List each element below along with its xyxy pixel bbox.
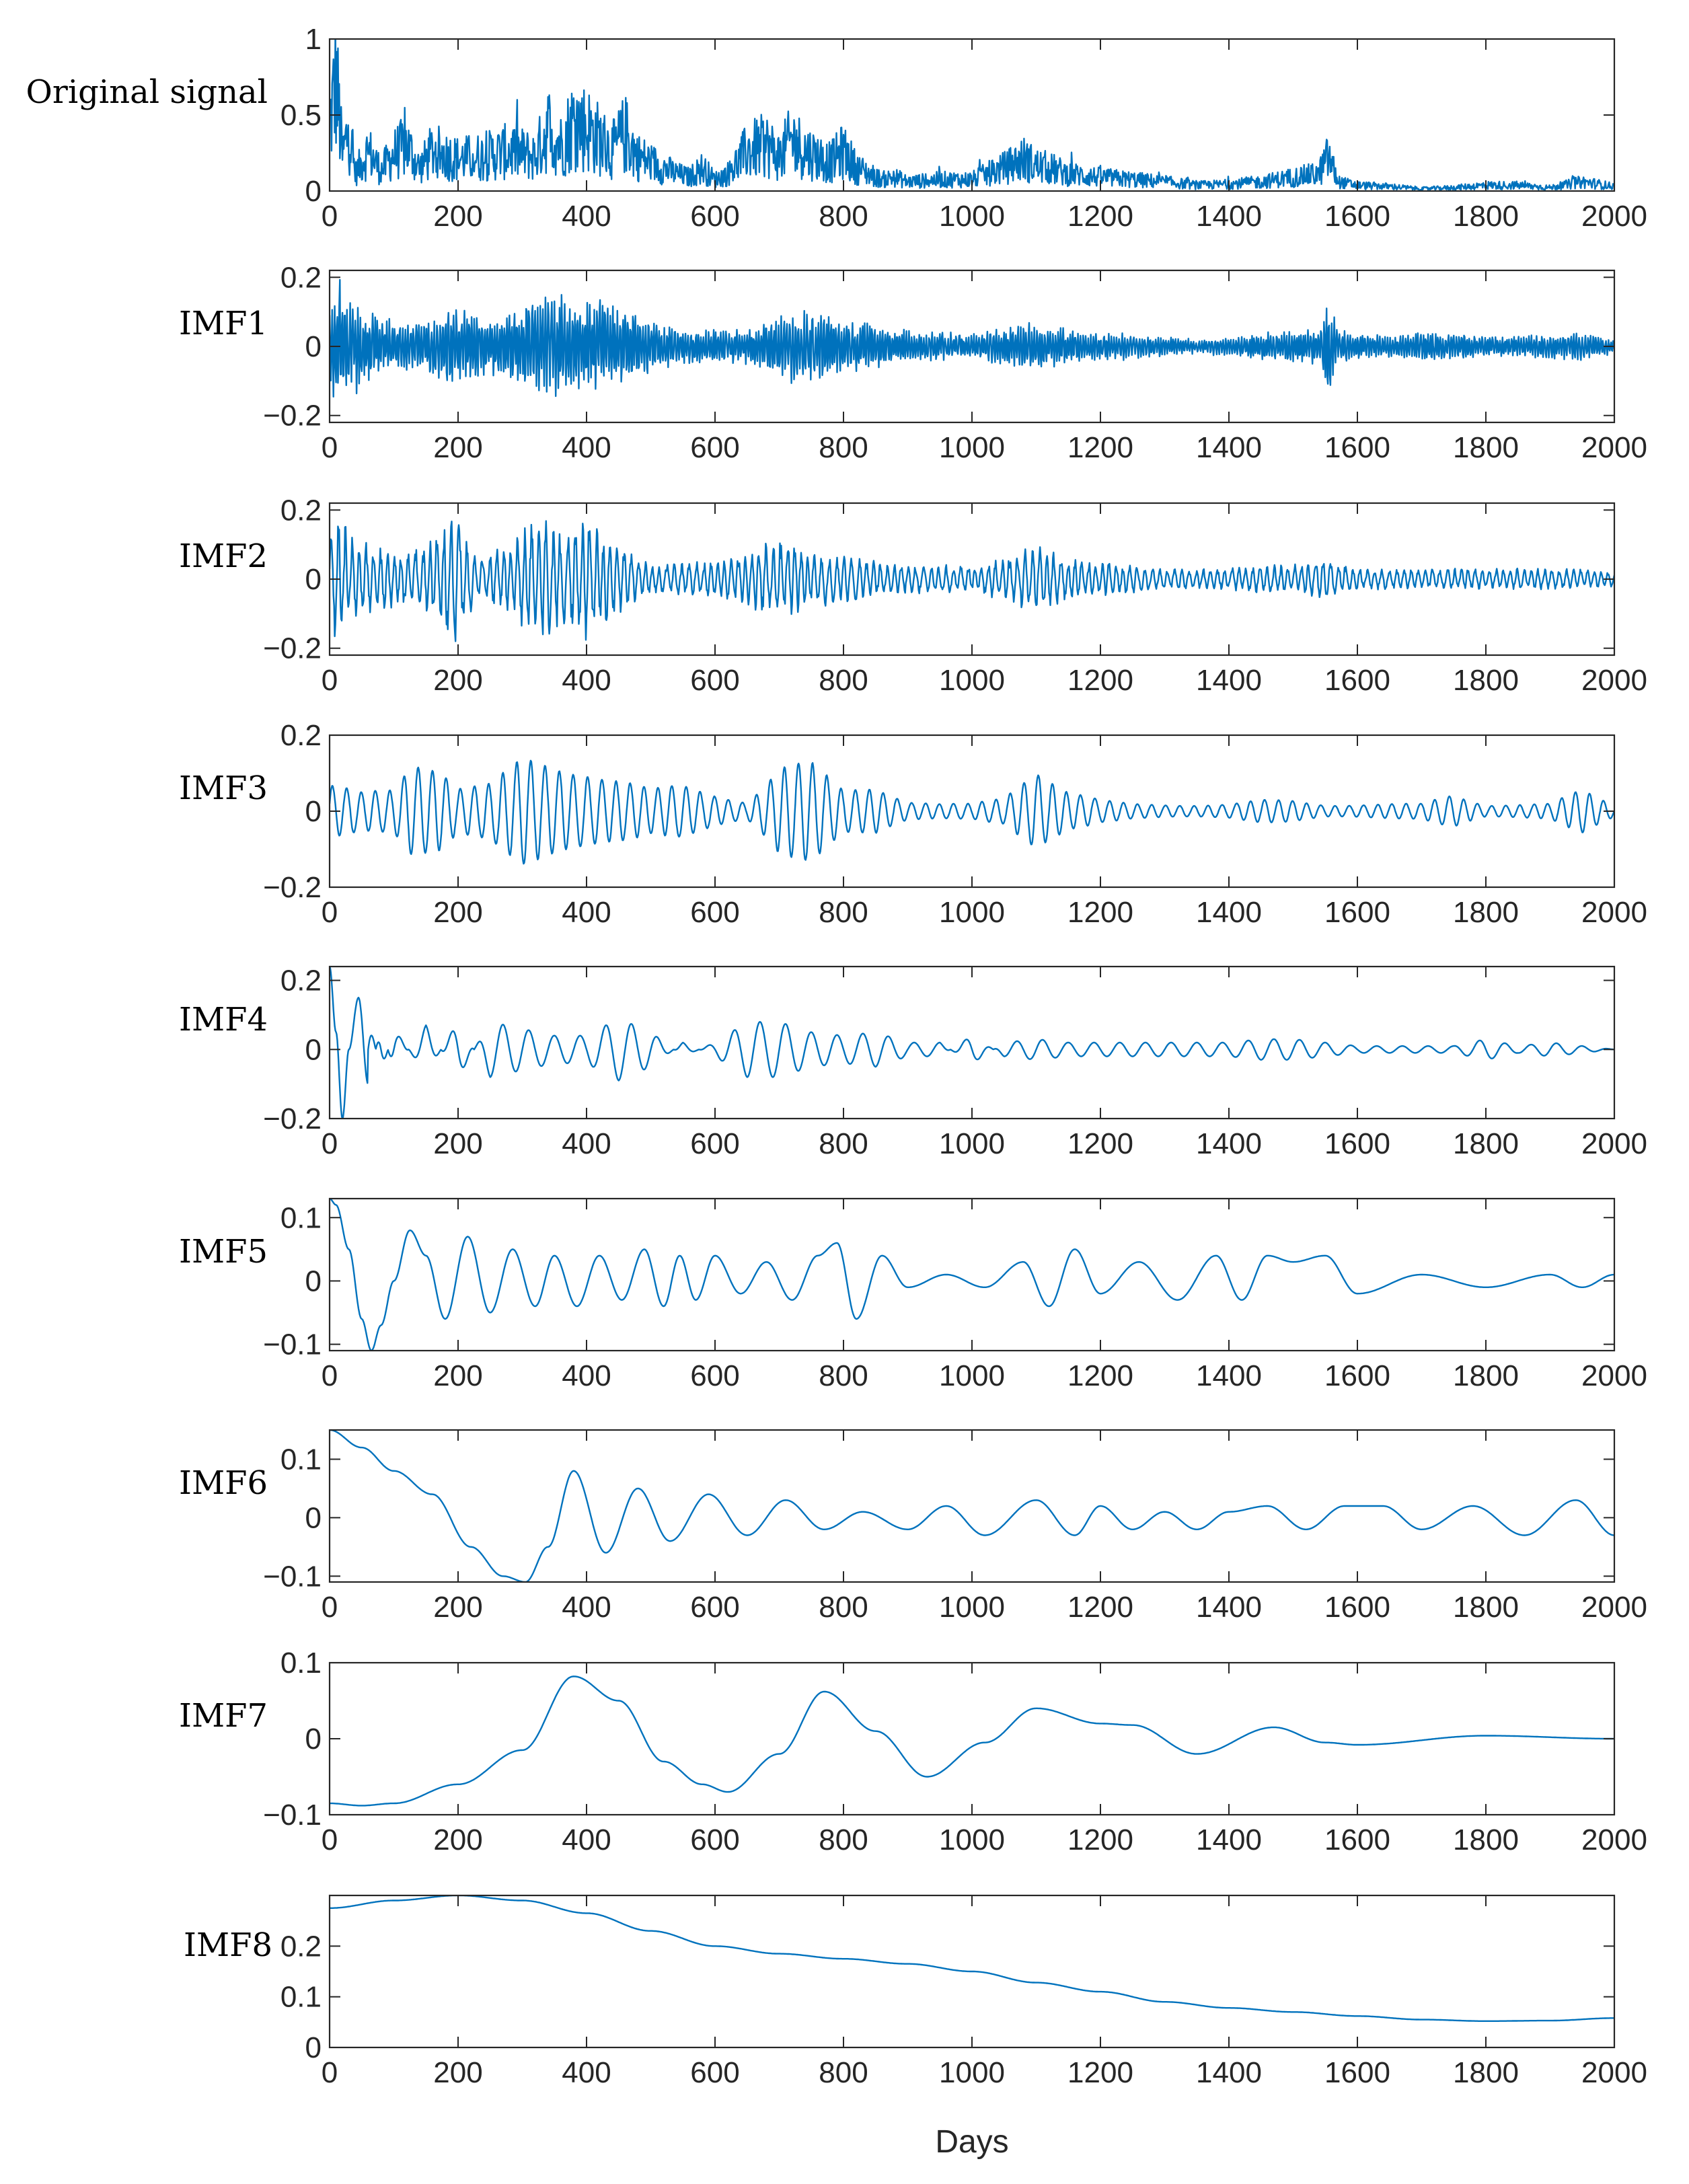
x-tick-label: 0 [321, 200, 338, 233]
y-tick-label: −0.1 [263, 1560, 322, 1593]
x-tick-label: 1400 [1196, 896, 1262, 929]
x-tick-label: 1200 [1067, 1127, 1133, 1160]
y-tick-label: 0 [305, 795, 322, 828]
x-tick-label: 2000 [1581, 431, 1647, 464]
x-tick-label: 1400 [1196, 1591, 1262, 1624]
x-tick-label: 1200 [1067, 664, 1133, 697]
x-tick-label: 1800 [1453, 431, 1519, 464]
y-tick-label: 0.2 [280, 1930, 322, 1963]
x-tick-label: 1600 [1324, 664, 1390, 697]
y-axis-label: Original signal [26, 73, 268, 111]
x-tick-label: 200 [433, 2056, 483, 2089]
x-tick-label: 1400 [1196, 431, 1262, 464]
x-tick-label: 600 [690, 2056, 740, 2089]
x-tick-label: 600 [690, 200, 740, 233]
y-tick-label: 0 [305, 1501, 322, 1535]
x-tick-label: 600 [690, 1823, 740, 1856]
x-tick-label: 1200 [1067, 1823, 1133, 1856]
x-tick-label: 1000 [939, 1359, 1005, 1392]
x-tick-label: 1200 [1067, 2056, 1133, 2089]
y-axis-label: IMF1 [179, 305, 268, 342]
panel-8 [179, 1647, 1647, 1856]
axes-frame [330, 39, 1614, 191]
panel-5 [179, 965, 1647, 1160]
x-tick-label: 1800 [1453, 1823, 1519, 1856]
x-tick-label: 600 [690, 1127, 740, 1160]
x-tick-label: 1000 [939, 1127, 1005, 1160]
series-line-2 [330, 280, 1614, 397]
x-tick-label: 400 [562, 1823, 611, 1856]
x-tick-label: 1400 [1196, 1127, 1262, 1160]
y-tick-label: 0.2 [280, 719, 322, 752]
x-tick-label: 600 [690, 431, 740, 464]
x-tick-label: 2000 [1581, 2056, 1647, 2089]
x-tick-label: 1000 [939, 896, 1005, 929]
x-tick-label: 1600 [1324, 431, 1390, 464]
x-tick-label: 1000 [939, 200, 1005, 233]
x-tick-label: 800 [819, 200, 868, 233]
x-tick-label: 600 [690, 1359, 740, 1392]
panel-1 [26, 23, 1647, 233]
x-tick-label: 800 [819, 1591, 868, 1624]
x-tick-label: 400 [562, 431, 611, 464]
panel-7 [179, 1430, 1647, 1624]
x-tick-label: 1800 [1453, 1359, 1519, 1392]
y-tick-label: −0.2 [263, 632, 322, 665]
series-line-5 [330, 967, 1614, 1119]
x-tick-label: 800 [819, 1359, 868, 1392]
x-tick-label: 200 [433, 1127, 483, 1160]
x-tick-label: 1600 [1324, 200, 1390, 233]
x-tick-label: 0 [321, 664, 338, 697]
x-tick-label: 800 [819, 664, 868, 697]
y-tick-label: 0 [305, 330, 322, 363]
series-line-8 [330, 1676, 1614, 1805]
panel-4 [179, 719, 1647, 929]
x-tick-label: 1400 [1196, 2056, 1262, 2089]
panel-9 [184, 1895, 1647, 2089]
x-tick-label: 200 [433, 664, 483, 697]
x-tick-label: 1400 [1196, 1823, 1262, 1856]
y-tick-label: 0.2 [280, 261, 322, 295]
panel-3 [179, 494, 1647, 697]
x-tick-label: 1800 [1453, 1591, 1519, 1624]
x-tick-label: 400 [562, 896, 611, 929]
series-line-6 [330, 1199, 1614, 1351]
axes-frame [330, 967, 1614, 1119]
x-tick-label: 1000 [939, 2056, 1005, 2089]
axes-frame [330, 1663, 1614, 1815]
x-tick-label: 800 [819, 1823, 868, 1856]
x-tick-label: 1600 [1324, 1591, 1390, 1624]
series-line-1 [330, 26, 1614, 190]
x-tick-label: 0 [321, 1127, 338, 1160]
series-line-4 [330, 761, 1614, 864]
x-tick-label: 600 [690, 664, 740, 697]
x-tick-label: 800 [819, 896, 868, 929]
x-tick-label: 400 [562, 1127, 611, 1160]
y-tick-label: −0.2 [263, 871, 322, 904]
axes-frame [330, 1430, 1614, 1582]
y-tick-label: 0.1 [280, 1443, 322, 1476]
x-tick-label: 1400 [1196, 200, 1262, 233]
x-tick-label: 800 [819, 431, 868, 464]
x-tick-label: 400 [562, 1591, 611, 1624]
x-tick-label: 0 [321, 2056, 338, 2089]
panel-2 [179, 261, 1647, 464]
y-tick-label: 0.5 [280, 99, 322, 132]
x-tick-label: 600 [690, 1591, 740, 1624]
x-tick-label: 1800 [1453, 200, 1519, 233]
x-tick-label: 1600 [1324, 1127, 1390, 1160]
axes-frame [330, 503, 1614, 655]
x-tick-label: 0 [321, 431, 338, 464]
x-tick-label: 800 [819, 2056, 868, 2089]
y-axis-label: IMF7 [179, 1697, 268, 1735]
x-tick-label: 800 [819, 1127, 868, 1160]
x-tick-label: 1600 [1324, 2056, 1390, 2089]
x-tick-label: 1200 [1067, 1359, 1133, 1392]
y-axis-label: IMF8 [184, 1926, 272, 1964]
x-tick-label: 1800 [1453, 2056, 1519, 2089]
y-axis-label: IMF3 [179, 769, 268, 807]
y-tick-label: 0.2 [280, 964, 322, 997]
y-tick-label: 0.1 [280, 1647, 322, 1680]
x-tick-label: 400 [562, 1359, 611, 1392]
y-tick-label: −0.2 [263, 1102, 322, 1135]
y-axis-label: IMF2 [179, 537, 268, 575]
x-tick-label: 1400 [1196, 1359, 1262, 1392]
x-tick-label: 1000 [939, 664, 1005, 697]
y-tick-label: 0.2 [280, 494, 322, 527]
y-axis-label: IMF6 [179, 1464, 268, 1502]
x-tick-label: 0 [321, 1823, 338, 1856]
y-axis-label: IMF4 [179, 1001, 268, 1039]
x-tick-label: 0 [321, 896, 338, 929]
x-tick-label: 1000 [939, 1591, 1005, 1624]
x-tick-label: 1200 [1067, 1591, 1133, 1624]
panel-6 [179, 1199, 1647, 1392]
y-tick-label: 0 [305, 2031, 322, 2064]
x-tick-label: 400 [562, 664, 611, 697]
y-tick-label: 0 [305, 1723, 322, 1756]
x-tick-label: 1200 [1067, 896, 1133, 929]
x-tick-label: 400 [562, 200, 611, 233]
x-tick-label: 1800 [1453, 1127, 1519, 1160]
x-tick-label: 600 [690, 896, 740, 929]
x-tick-label: 2000 [1581, 1591, 1647, 1624]
y-tick-label: −0.1 [263, 1799, 322, 1832]
y-tick-label: −0.2 [263, 399, 322, 432]
x-tick-label: 0 [321, 1591, 338, 1624]
y-axis-label: IMF5 [179, 1233, 268, 1271]
x-tick-label: 1000 [939, 431, 1005, 464]
x-tick-label: 200 [433, 431, 483, 464]
y-tick-label: 0.1 [280, 1201, 322, 1235]
x-tick-label: 1400 [1196, 664, 1262, 697]
x-tick-label: 2000 [1581, 664, 1647, 697]
series-line-3 [330, 521, 1614, 642]
series-line-9 [330, 1895, 1614, 2021]
x-tick-label: 2000 [1581, 1823, 1647, 1856]
series-line-7 [330, 1430, 1614, 1582]
x-tick-label: 1600 [1324, 1823, 1390, 1856]
x-tick-label: 2000 [1581, 1359, 1647, 1392]
x-tick-label: 1800 [1453, 896, 1519, 929]
x-tick-label: 1600 [1324, 1359, 1390, 1392]
x-axis-label: Days [935, 2124, 1009, 2160]
x-tick-label: 200 [433, 200, 483, 233]
x-tick-label: 2000 [1581, 200, 1647, 233]
y-tick-label: 0.1 [280, 1980, 322, 2014]
x-tick-label: 1000 [939, 1823, 1005, 1856]
y-tick-label: 0 [305, 175, 322, 208]
y-tick-label: 1 [305, 23, 322, 56]
x-tick-label: 200 [433, 1591, 483, 1624]
x-tick-label: 1600 [1324, 896, 1390, 929]
y-tick-label: 0 [305, 1265, 322, 1298]
x-tick-label: 1200 [1067, 431, 1133, 464]
x-tick-label: 1200 [1067, 200, 1133, 233]
y-tick-label: 0 [305, 563, 322, 596]
x-tick-label: 2000 [1581, 896, 1647, 929]
x-tick-label: 200 [433, 896, 483, 929]
x-tick-label: 200 [433, 1359, 483, 1392]
x-tick-label: 0 [321, 1359, 338, 1392]
x-tick-label: 200 [433, 1823, 483, 1856]
x-tick-label: 2000 [1581, 1127, 1647, 1160]
y-tick-label: −0.1 [263, 1328, 322, 1361]
x-tick-label: 400 [562, 2056, 611, 2089]
x-tick-label: 1800 [1453, 664, 1519, 697]
y-tick-label: 0 [305, 1033, 322, 1067]
